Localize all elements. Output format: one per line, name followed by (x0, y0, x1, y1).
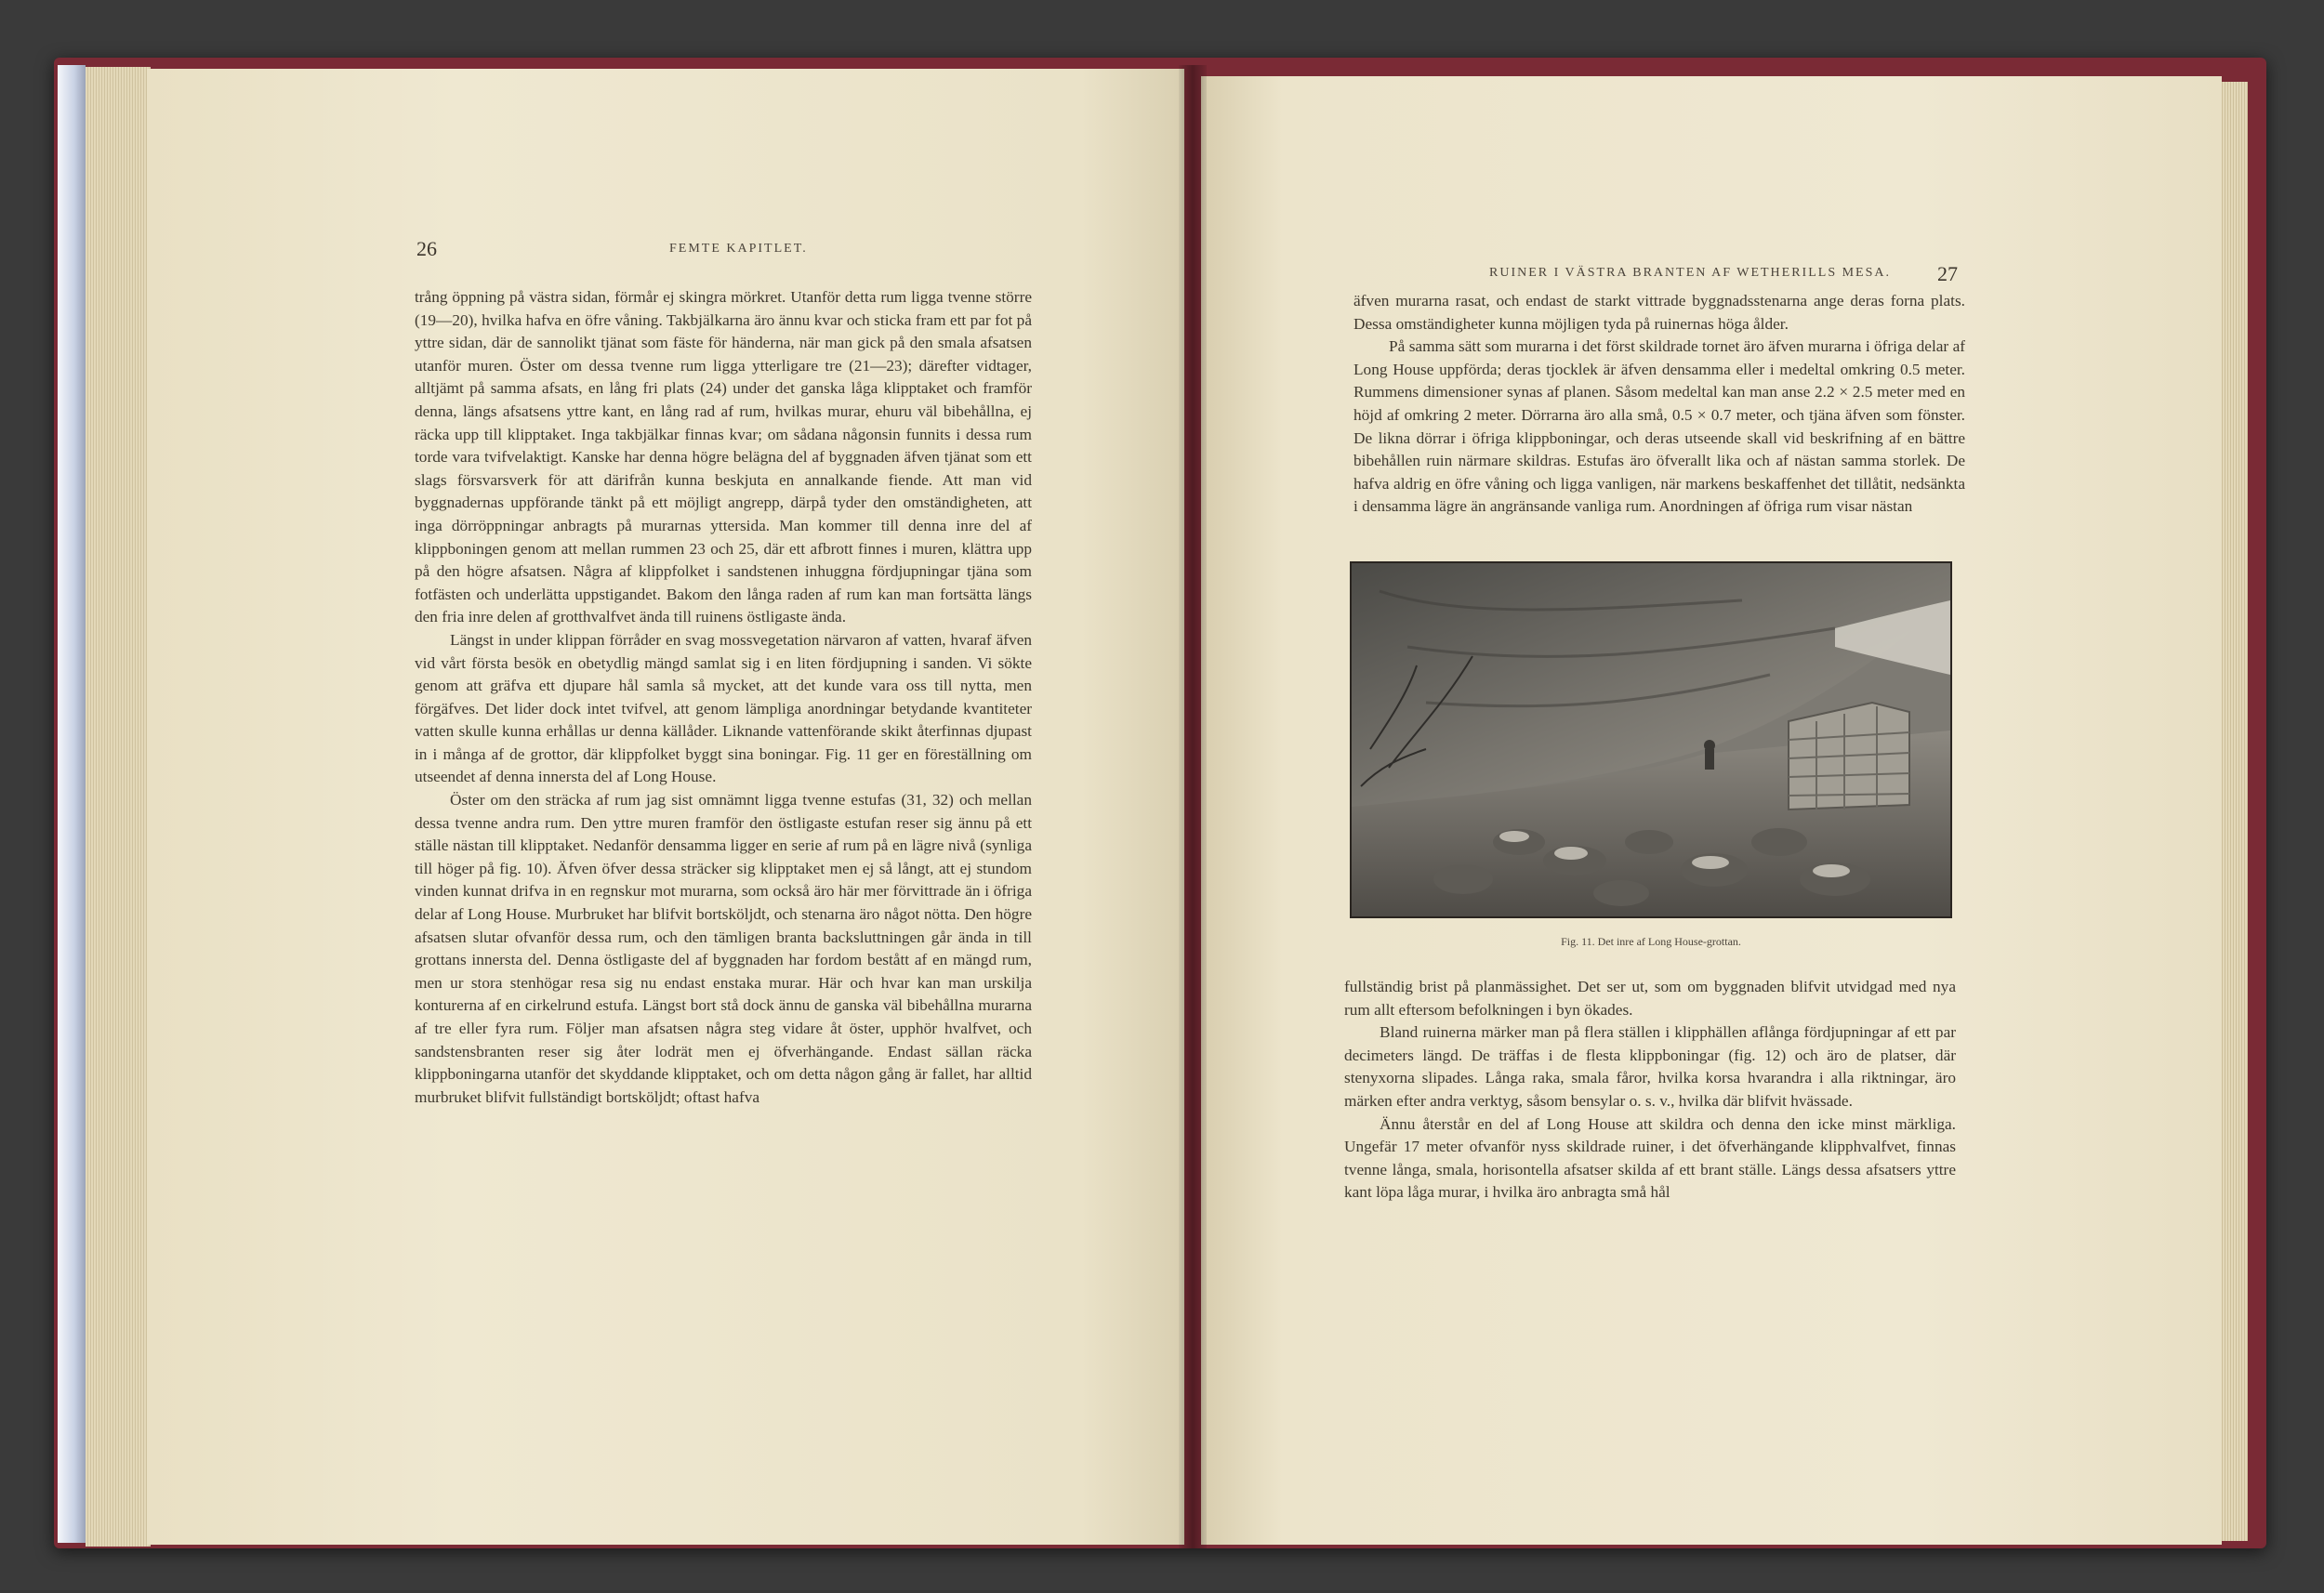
page-stack-left (86, 67, 151, 1547)
figure-caption: Fig. 11. Det inre af Long House-grottan. (1561, 935, 1741, 948)
right-running-head: RUINER I VÄSTRA BRANTEN AF WETHERILLS MESA. (1489, 266, 1892, 280)
right-paragraph-4: Bland ruinerna märker man på flera ställen i klipphällen aflånga fördjupningar af ett par decimeters längd. De träffas i de flesta klippboningar (fig. 12) och äro de platser, där stenyxorna slipades. Långa raka, smala fåror, hvilka korsa hvarandra i alla riktningar, äro märken efter andra verktyg, såsom bensylar o. s. v., hvilka där blifvit hvässade. (1344, 1023, 1956, 1110)
right-paragraph-2: På samma sätt som murarna i det först skildrade tornet äro äfven murarna i öfriga delar af Long House uppförda; deras tjocklek är äfven densamma eller i medeltal omkring 0.5 meter. Rummens dimensioner synas af planen. Såsom medeltal kan man anse 2.2 × 2.5 meter med en höjd af omkring 2 meter. Dörrarna äro alla små, 0.5 × 0.7 meter, och tjäna äfven som fönster. De likna dörrar i öfriga klippboningar, och deras utseende skall vid beskrifning af en bättre bibehållen ruin närmare skildras. Estufas äro öfverallt lika och af nästan samma storlek. De hafva aldrig en öfre våning och ligga vanligen, när markens beskaffenhet det tillåtit, nedsänkta i densamma lägre än angränsande vanliga rum. Anordningen af öfriga rum visar nästan (1353, 337, 1965, 516)
right-paragraph-3: fullständig brist på planmässighet. Det ser ut, som om byggnaden blifvit utvidgad med nya rum allt eftersom befolkningen i byn ökades. (1344, 978, 1956, 1019)
right-body-text-bottom (1344, 976, 1956, 1205)
right-body-text-top (1353, 290, 1965, 519)
right-paragraph-5: Ännu återstår en del af Long House att skildra och denna den icke minst märkliga. Ungefär 17 meter ofvanför nyss skildrade ruiner, i det öfverhängande klipphvalfvet, finnas tvenne långa, smala, horisontella afsatser skilda af ett brant ställe. Längs dessa afsatsers yttre kant löpa låga murar, i hvilka äro anbragta små hål (1344, 1114, 1956, 1202)
cave-photo-illustration (1352, 563, 1950, 916)
left-running-head: FEMTE KAPITLET. (669, 242, 808, 256)
left-body-text (415, 286, 1032, 1109)
left-paragraph-2: Längst in under klippan förråder en svag mossvegetation närvaron af vatten, hvaraf äfven vid vårt första besök en obetydlig mängd samlat sig i en liten fördjupning i sanden. Vi sökte genom att gräfva ett djupare hål samla så mycket, att det kunde vara oss till nytta, men förgäfves. Det lider dock intet tvifvel, att genom lämpliga anordningar betydande kvantiteter vatten skulle kunna erhållas ur denna källåder. Liknande vattenförande skikt återfinnas djupast in i många af de grottor, där klippfolket byggt sina boningar. Fig. 11 ger en föreställning om utseendet af denna innersta del af Long House. (415, 630, 1032, 786)
left-paragraph-3: Öster om den sträcka af rum jag sist omnämnt ligga tvenne estufas (31, 32) och mellan dessa tvenne andra rum. Den yttre muren framför den östligaste estufan reser sig ännu på ett ställe nästan till klipptaket. Nedanför densamma ligger en serie af rum på en lägre nivå (synliga till höger på fig. 10). Äfven öfver dessa sträcker sig klipptaket men ej så långt, att ej stundom vinden kunnat drifva in en regnskur mot murarna, som också äro här mer förvittrade än i öfriga delar af Long House. Murbruket har blifvit bortsköljdt, och stenarna äro något nötta. Den högre afsatsen slutar ofvanför dessa rum, och den tämligen branta backsluttningen går ända in till grottans innersta del. Denna östligaste del af byggnaden har fordom bestått af en mängd rum, men ur stora stenhögar resa sig nu endast enstaka murar. Här och hvar kan man urskilja konturerna af en cirkelrund estufa. Längst bort stå dock ännu de ganska väl bibehållna murarna af tre eller fyra rum. Följer man afsatsen några steg vidare åt öster, upphör hvalfvet, och sandstensbranten reser sig åter lodrät men ej öfverhängande. Endast sällan räcka klippboningarna utanför det skyddande klipptaket, och om detta någon gång är fallet, har alltid murbruket blifvit fullständigt bortsköljdt; oftast hafva (415, 791, 1032, 1106)
left-page-number: 26 (416, 237, 437, 260)
right-page-number: 27 (1937, 262, 1958, 285)
book-gutter (1179, 65, 1207, 1548)
right-paragraph-1: äfven murarna rasat, och endast de starkt vittrade byggnadsstenarna ange deras forna plats. Dessa omständigheter kunna möjligen tyda på ruinernas höga ålder. (1353, 292, 1965, 333)
left-paragraph-1: trång öppning på västra sidan, förmår ej skingra mörkret. Utanför detta rum ligga tvenne större (19—20), hvilka hafva en öfre våning. Takbjälkarna äro ännu kvar och sticka fram ett par fot på yttre sidan, där de sannolikt tjänat som fäste för händerna, när man gick på den smala afsatsen utanför muren. Öster om dessa tvenne rum ligga ytterligare tre (21—23); därefter vidtager, alltjämt på samma afsats, en lång fri plats (24) under det ganska låga klipptaket och framför denna, längs afsatsens yttre kant, en lång rad af rum, hvilkas murar, ehuru väl bibehållna, ej räcka upp till klipptaket. Inga takbjälkar finnas kvar; om sådana någonsin funnits i dessa rum torde vara tvifvelaktigt. Kanske har denna högre belägna del af byggnaden äfven tjänat som ett slags försvarsverk för att därifrån kunna beskjuta en annalkande fiende. Att man vid byggnadernas uppförande tänkt på ett möjligt angrepp, därpå tyder den omständigheten, att inga dörröppningar anbragts på murarnas yttersida. Man kommer till denna inre del af klippboningen genom att mellan rummen 23 och 25, där ett afbrott finnes i muren, klättra upp på den högre afsatsen. Några af klippfolket i sandstenen inhuggna fördjupningar tjäna som fotfästen och underlätta uppstigandet. Bakom den långa raden af rum kan man fortsätta längs den fria inre delen af grotthvalfvet ända till ruinens östligaste ända. (415, 288, 1032, 626)
figure-cave-photo (1350, 561, 1952, 918)
cover-edge (58, 65, 86, 1543)
page-stack-right (2220, 82, 2248, 1541)
